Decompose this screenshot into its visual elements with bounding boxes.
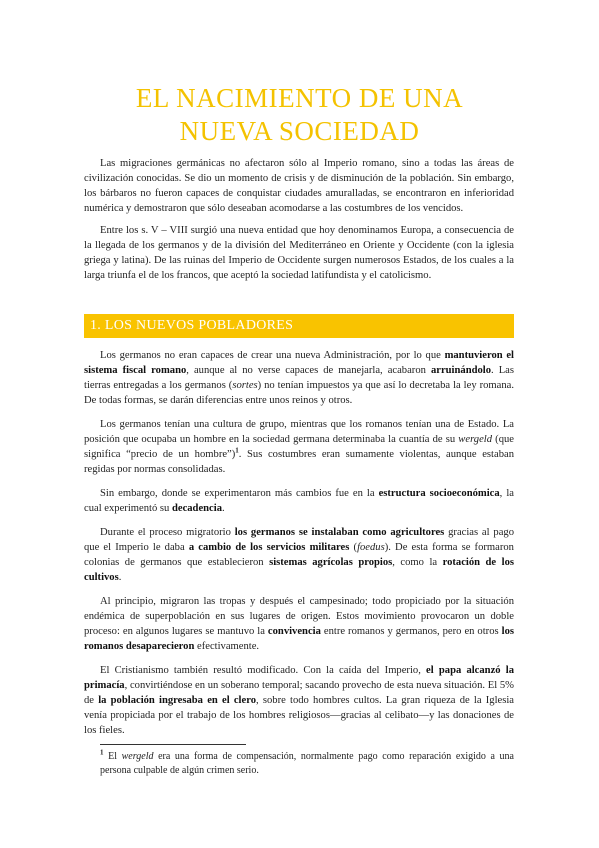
text-run: , aunque al no verse capaces de manejarla, acabaron <box>186 365 431 376</box>
bold-term: convivencia <box>267 626 321 637</box>
italic-term: foedus <box>357 542 385 553</box>
intro-paragraph-1: Las migraciones germánicas no afectaron sólo al Imperio romano, sino a todas las áreas de civilización conocidas. Se dio un momento de crisis y de disminución de la población. Sin embargo, los bárbaros no fueron capaces de conquistar ciudades amuralladas, se encontraron en inferioridad numérica y demostraron que sólo deseaban acomodarse a las costumbres de los vencidos. <box>84 158 514 214</box>
section-title: 1. LOS NUEVOS POBLADORES <box>90 318 294 333</box>
paragraph-5 <box>84 594 514 654</box>
section-header-bar <box>84 314 514 338</box>
paragraph-1 <box>84 348 514 408</box>
text-run: El <box>103 751 122 762</box>
italic-term: wergeld <box>458 434 493 445</box>
bold-term: decadencia <box>171 503 222 514</box>
text-run: Los germanos tenían una cultura de grupo, mientras que los romanos tenían una de Estado. La posición que ocupaba un hombre en la sociedad germana determinaba la cuantía de su <box>84 419 514 445</box>
text-run: efectivamente. <box>194 641 260 652</box>
paragraph-4 <box>84 525 514 585</box>
footnote-divider <box>100 744 246 745</box>
text-run: . <box>222 503 225 514</box>
title-line-2: NUEVA SOCIEDAD <box>179 116 420 146</box>
bold-term: a cambio de los servicios militares <box>188 542 350 553</box>
text-run: gracias al pago que el Imperio le daba <box>84 527 514 553</box>
intro-paragraph-2: Entre los s. V – VIII surgió una nueva entidad que hoy denominamos Europa, a consecuencia de la llegada de los germanos y de la división del Mediterráneo en Oriente y Occidente (con la iglesia griega y latina). De las ruinas del Imperio de Occidente surgen numerosos Estados, de los cuales a la larga triunfa el de los francos, que aceptó la sociedad latifundista y el catolicismo. <box>84 225 514 281</box>
footnote-marker[interactable]: 1 <box>235 446 239 455</box>
title-line-1: EL NACIMIENTO DE UNA <box>135 83 464 113</box>
italic-term: wergeld <box>121 751 154 762</box>
text-run: (que significa “precio de un hombre”) <box>84 434 514 460</box>
bold-term: rotación de los cultivos <box>84 557 514 583</box>
paragraph-6 <box>84 663 514 738</box>
text-run: era una forma de compensación, normalmente pago como reparación exigido a una persona culpable de algún crimen serio. <box>100 751 514 776</box>
bold-term: los romanos desaparecieron <box>84 626 514 652</box>
intro-text <box>84 156 514 283</box>
bold-term: los germanos se instalaban como agricultores <box>234 527 445 538</box>
text-run: El Cristianismo también resultó modificado. Con la caída del Imperio, <box>100 665 427 676</box>
footnote <box>100 750 514 778</box>
section-body <box>84 348 514 738</box>
text-run: Durante el proceso migratorio <box>100 527 235 538</box>
text-run: , sobre todo hombres cultos. La gran riqueza de la Iglesia venía propiciada por el trabajo de los hombres religiosos—gracias al celibato—y las donaciones de los fieles. <box>84 695 514 736</box>
text-run: ). De esta forma se formaron colonias de germanos que establecieron <box>84 542 514 568</box>
paragraph-3 <box>84 486 514 516</box>
text-run: ) no tenían impuestos ya que así lo decretaba la ley romana. De todas formas, se darán diferencias entre unos reinos y otros. <box>84 380 514 406</box>
text-run: , la cual experimentó su <box>84 488 514 514</box>
footnote-number: 1 <box>100 748 104 757</box>
bold-term: la población ingresaba en el clero <box>98 695 256 706</box>
paragraph-2 <box>84 417 514 477</box>
text-run: , convirtiéndose en un soberano temporal; sacando provecho de esta nueva situación. El 5% de <box>84 680 514 706</box>
text-run: , como la <box>392 557 443 568</box>
text-run: ( <box>349 542 358 553</box>
bold-term: arruinándolo <box>430 365 492 376</box>
text-run: . Las tierras entregadas a los germanos ( <box>84 365 514 391</box>
text-run: Al principio, migraron las tropas y después el campesinado; todo propiciado por la situación endémica de superpoblación en sus lugares de origen. Estos movimiento provocaron un doble proceso: en algunos lugares se mantuvo la <box>84 596 514 637</box>
bold-term: sistemas agrícolas propios <box>269 557 393 568</box>
text-run: Los germanos no eran capaces de crear una nueva Administración, por lo que <box>100 350 445 361</box>
page-title <box>0 82 599 148</box>
bold-term: estructura socioeconómica <box>378 488 500 499</box>
bold-term: el papa alcanzó la primacía <box>84 665 514 691</box>
text-run: entre romanos y germanos, pero en otros <box>320 626 502 637</box>
text-run: . Sus costumbres eran sumamente violentas, aunque estaban regidas por normas consolidadas. <box>84 449 514 475</box>
bold-term: mantuvieron el sistema fiscal romano <box>84 350 515 376</box>
text-run: . <box>118 572 122 583</box>
text-run: Sin embargo, donde se experimentaron más cambios fue en la <box>100 488 379 499</box>
italic-term: sortes <box>232 380 258 391</box>
